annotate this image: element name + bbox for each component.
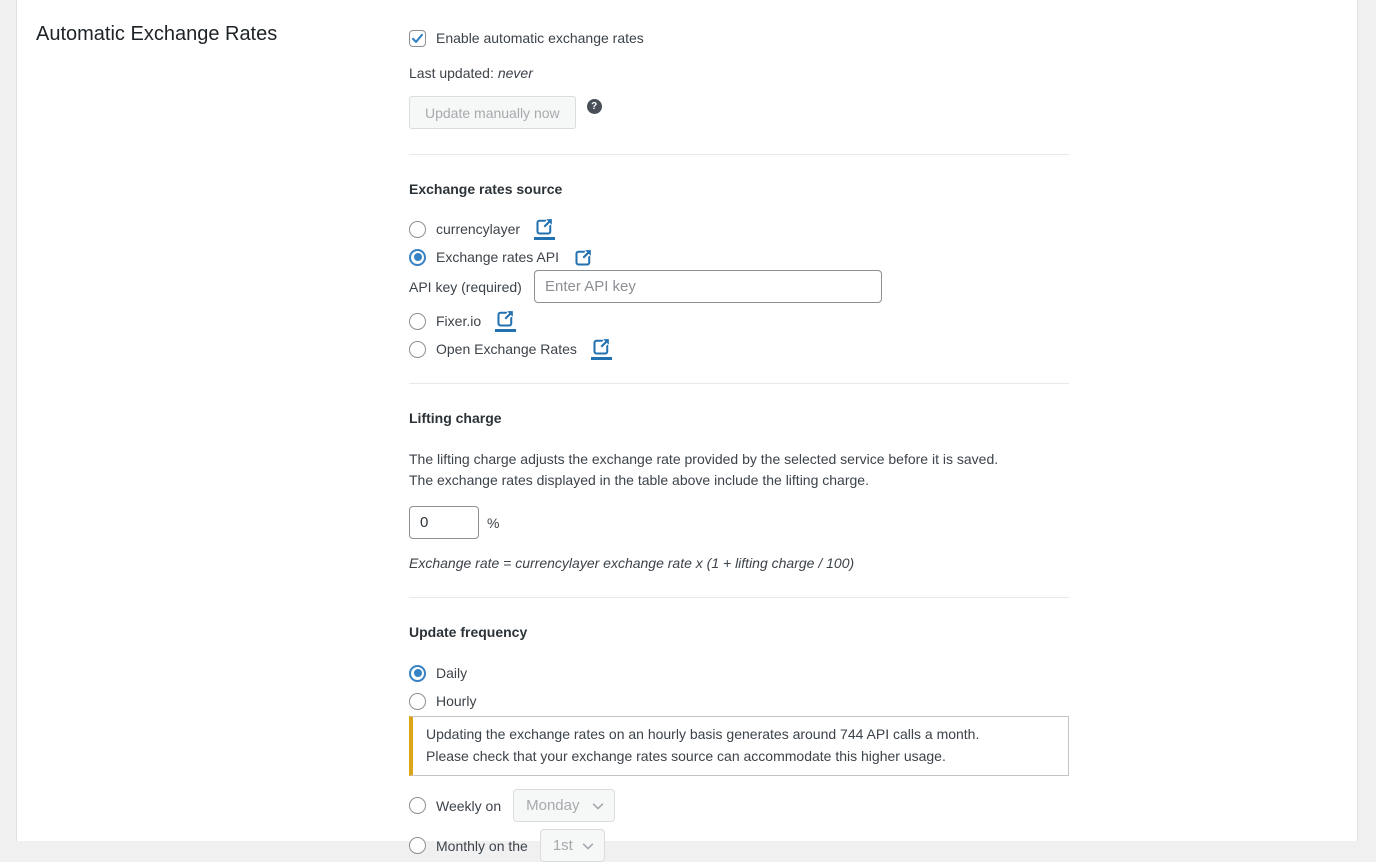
frequency-option-weekly[interactable] (409, 789, 1070, 822)
api-key-input[interactable] (534, 270, 882, 303)
open-exchange-rates-label: Open Exchange Rates (436, 341, 577, 357)
currencylayer-label: currencylayer (436, 221, 521, 237)
lifting-section-heading: Lifting charge (409, 410, 502, 426)
radio-exchange-rates-api[interactable] (409, 249, 426, 266)
source-option-open-exchange-rates[interactable] (409, 338, 1070, 360)
external-link-icon (497, 310, 514, 327)
source-option-fixer-io[interactable] (409, 310, 1070, 332)
exchange-rates-api-label: Exchange rates API (436, 249, 559, 265)
frequency-option-monthly[interactable] (409, 829, 1070, 862)
hourly-usage-notice (409, 716, 1069, 776)
monthly-day-value: 1st (552, 837, 573, 854)
enable-auto-rates-label: Enable automatic exchange rates (436, 30, 644, 46)
radio-currencylayer[interactable] (409, 221, 426, 238)
hourly-usage-notice-line2: Please check that your exchange rates source can accommodate this higher usage. (426, 748, 946, 764)
checkmark-icon (411, 32, 424, 45)
help-icon[interactable]: ? (587, 99, 602, 114)
lifting-description-line1: The lifting charge adjusts the exchange rate provided by the selected service before it is saved. (409, 451, 999, 467)
weekly-label: Weekly on (436, 797, 502, 814)
currencylayer-external-link[interactable] (534, 218, 555, 240)
source-option-currencylayer[interactable] (409, 218, 1070, 240)
external-link-icon (593, 338, 610, 355)
lifting-formula: Exchange rate = currencylayer exchange rate x (1 + lifting charge / 100) (409, 555, 855, 571)
monthly-day-select[interactable] (540, 829, 605, 862)
update-manually-button[interactable]: Update manually now (409, 96, 576, 129)
frequency-option-daily[interactable] (409, 662, 1070, 684)
radio-hourly[interactable] (409, 693, 426, 710)
page-title: Automatic Exchange Rates (36, 23, 278, 45)
hourly-usage-notice-line1: Updating the exchange rates on an hourly basis generates around 744 API calls a month. (426, 726, 980, 742)
enable-auto-rates-row[interactable] (409, 27, 1070, 49)
radio-weekly[interactable] (409, 797, 426, 814)
fixer-io-external-link[interactable] (495, 310, 516, 332)
chevron-down-icon (591, 799, 605, 813)
section-divider (409, 154, 1069, 155)
monthly-label: Monthly on the (436, 837, 528, 854)
last-updated-value: never (497, 65, 533, 81)
daily-label: Daily (436, 665, 468, 681)
section-divider (409, 383, 1069, 384)
radio-monthly[interactable] (409, 837, 426, 854)
external-link-icon (575, 249, 592, 266)
exchange-rates-api-external-link[interactable] (573, 249, 594, 266)
fixer-io-label: Fixer.io (436, 313, 482, 329)
radio-daily[interactable] (409, 665, 426, 682)
external-link-icon (536, 218, 553, 235)
frequency-section-heading: Update frequency (409, 624, 528, 640)
lifting-charge-input[interactable] (409, 506, 479, 539)
radio-open-exchange-rates[interactable] (409, 341, 426, 358)
last-updated-text (409, 65, 1070, 81)
last-updated-label: Last updated: (409, 65, 494, 81)
open-exchange-rates-external-link[interactable] (591, 338, 612, 360)
section-divider (409, 597, 1069, 598)
weekly-day-select[interactable] (513, 789, 615, 822)
api-key-label: API key (required) (409, 278, 522, 295)
enable-auto-rates-checkbox[interactable] (409, 30, 426, 47)
radio-fixer-io[interactable] (409, 313, 426, 330)
weekly-day-value: Monday (526, 797, 580, 814)
percent-unit-label: % (487, 514, 500, 531)
settings-card (16, 0, 1358, 854)
source-section-heading: Exchange rates source (409, 181, 563, 197)
lifting-description-line2: The exchange rates displayed in the table above include the lifting charge. (409, 472, 869, 488)
hourly-label: Hourly (436, 693, 477, 709)
frequency-option-hourly[interactable] (409, 690, 1070, 712)
lifting-description (409, 449, 1070, 491)
source-option-exchange-rates-api[interactable] (409, 246, 1070, 268)
